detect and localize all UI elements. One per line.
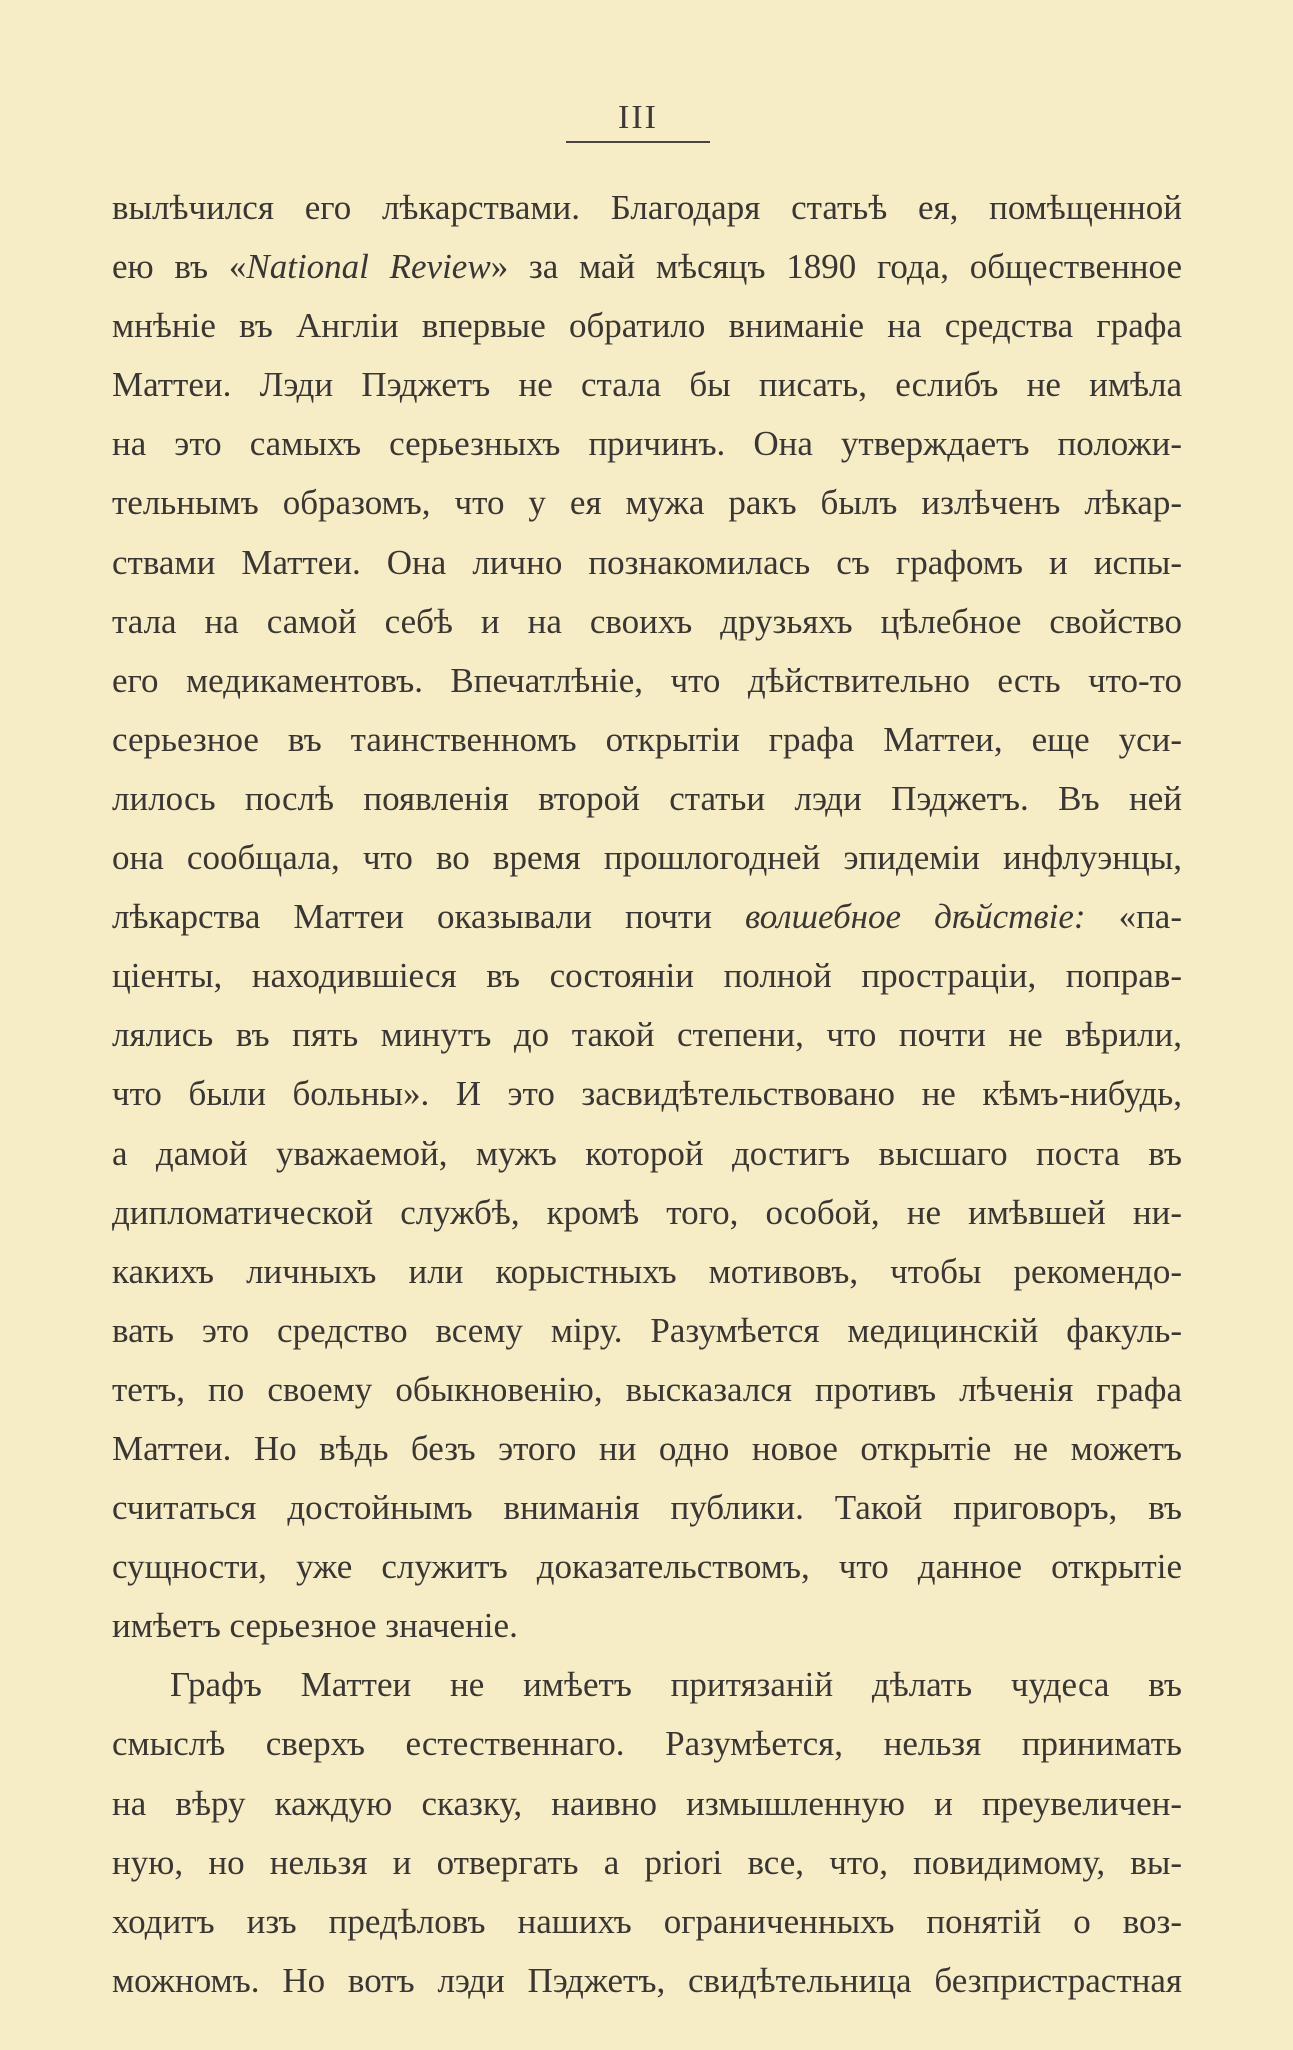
text-segment: ходитъ изъ предѣловъ нашихъ ограниченныхъ понятій о воз- [112, 1901, 1182, 1941]
page-number: III [618, 99, 658, 136]
text-segment: вылѣчился его лѣкарствами. Благодаря статьѣ ея, помѣщенной [112, 188, 1182, 227]
text-line [112, 887, 1182, 946]
text-segment: а дамой уважаемой, мужъ которой достигъ высшаго поста въ [112, 1133, 1182, 1173]
text-line [112, 1183, 1182, 1242]
text-line [112, 178, 1182, 237]
text-segment: дипломатической службѣ, кромѣ того, особой, не имѣвшей ни- [112, 1192, 1182, 1232]
text-segment: на вѣру каждую сказку, наивно измышленную и преувеличен- [112, 1783, 1182, 1823]
text-line [112, 1655, 1182, 1714]
body-text [112, 178, 1182, 2010]
text-line [112, 1301, 1182, 1360]
text-segment: ную, но нельзя и отвергать a priori все, что, повидимому, вы- [112, 1842, 1182, 1882]
text-segment: смыслѣ сверхъ естественнаго. Разумѣется, нельзя принимать [112, 1724, 1182, 1764]
text-segment: вать это средство всему міру. Разумѣется медицинскій факуль- [112, 1310, 1182, 1350]
text-segment: серьезное въ таинственномъ открытіи графа Маттеи, еще уси- [112, 719, 1182, 759]
text-line [112, 1124, 1182, 1183]
text-segment: что были больны». И это засвидѣтельствовано не кѣмъ-нибудь, [112, 1074, 1182, 1114]
text-line [112, 651, 1182, 710]
text-segment: тала на самой себѣ и на своихъ друзьяхъ цѣлебное свойство [112, 601, 1182, 641]
text-segment: ціенты, находившіеся въ состояніи полной прострацiи, поправ- [112, 956, 1182, 996]
text-line [112, 355, 1182, 414]
text-line [112, 710, 1182, 769]
page-number-rule [566, 141, 710, 143]
text-line [112, 1005, 1182, 1064]
text-segment: тетъ, по своему обыкновенію, высказался противъ лѣченія графа [112, 1369, 1182, 1409]
text-line [112, 1774, 1182, 1833]
text-segment: «па- [1085, 897, 1182, 937]
text-line [112, 828, 1182, 887]
text-segment: имѣетъ серьезное значеніе. [112, 1606, 518, 1646]
text-line [112, 1951, 1182, 2010]
text-segment: сущности, уже служитъ доказательствомъ, что данное открытіе [112, 1547, 1182, 1587]
text-line [112, 1537, 1182, 1596]
text-segment: ствами Маттеи. Она лично познакомилась съ графомъ и испы- [112, 542, 1182, 582]
text-line [112, 1596, 1182, 1655]
italic-text: волшебное дѣйствіе: [744, 897, 1086, 937]
text-line [112, 296, 1182, 355]
text-line [112, 473, 1182, 532]
text-segment: ею въ « [112, 247, 247, 287]
text-segment: лилось послѣ появленія второй статьи лэди Пэджетъ. Въ ней [112, 778, 1182, 818]
italic-text: National Review [246, 247, 491, 287]
text-segment: она сообщала, что во время прошлогодней эпидеміи инфлуэнцы, [112, 838, 1182, 878]
text-line [112, 1419, 1182, 1478]
text-segment: Маттеи. Лэди Пэджетъ не стала бы писать, еслибъ не имѣла [112, 365, 1182, 405]
text-segment: его медикаментовъ. Впечатлѣніе, что дѣйствительно есть что-то [112, 660, 1182, 700]
text-segment: Графъ Маттеи не имѣетъ притязаній дѣлать чудеса въ [170, 1665, 1182, 1705]
text-line [112, 946, 1182, 1005]
text-segment: можномъ. Но вотъ лэди Пэджетъ, свидѣтельница безпристрастная [112, 1960, 1182, 2000]
text-line [112, 533, 1182, 592]
text-line [112, 769, 1182, 828]
text-line [112, 1833, 1182, 1892]
text-segment: » за май мѣсяцъ 1890 года, общественное [490, 247, 1182, 287]
text-line [112, 1242, 1182, 1301]
text-line [112, 1478, 1182, 1537]
text-line [112, 1360, 1182, 1419]
text-segment: считаться достойнымъ вниманія публики. Такой приговоръ, въ [112, 1488, 1182, 1528]
text-line [112, 1064, 1182, 1123]
text-segment: лѣкарства Маттеи оказывали почти [112, 897, 745, 937]
text-line [112, 1892, 1182, 1951]
text-segment: мнѣніе въ Англіи впервые обратило вниманіе на средства графа [112, 306, 1182, 346]
text-segment: лялись въ пять минутъ до такой степени, что почти не вѣрили, [112, 1015, 1182, 1055]
text-segment: тельнымъ образомъ, что у ея мужа ракъ былъ излѣченъ лѣкар- [112, 483, 1182, 523]
text-segment: на это самыхъ серьезныхъ причинъ. Она утверждаетъ положи- [112, 424, 1182, 464]
text-line [112, 414, 1182, 473]
text-line [112, 592, 1182, 651]
text-line [112, 1714, 1182, 1773]
text-segment: какихъ личныхъ или корыстныхъ мотивовъ, чтобы рекомендо- [112, 1251, 1182, 1291]
text-segment: Маттеи. Но вѣдь безъ этого ни одно новое открытіе не можетъ [112, 1428, 1182, 1468]
text-line [112, 237, 1182, 296]
